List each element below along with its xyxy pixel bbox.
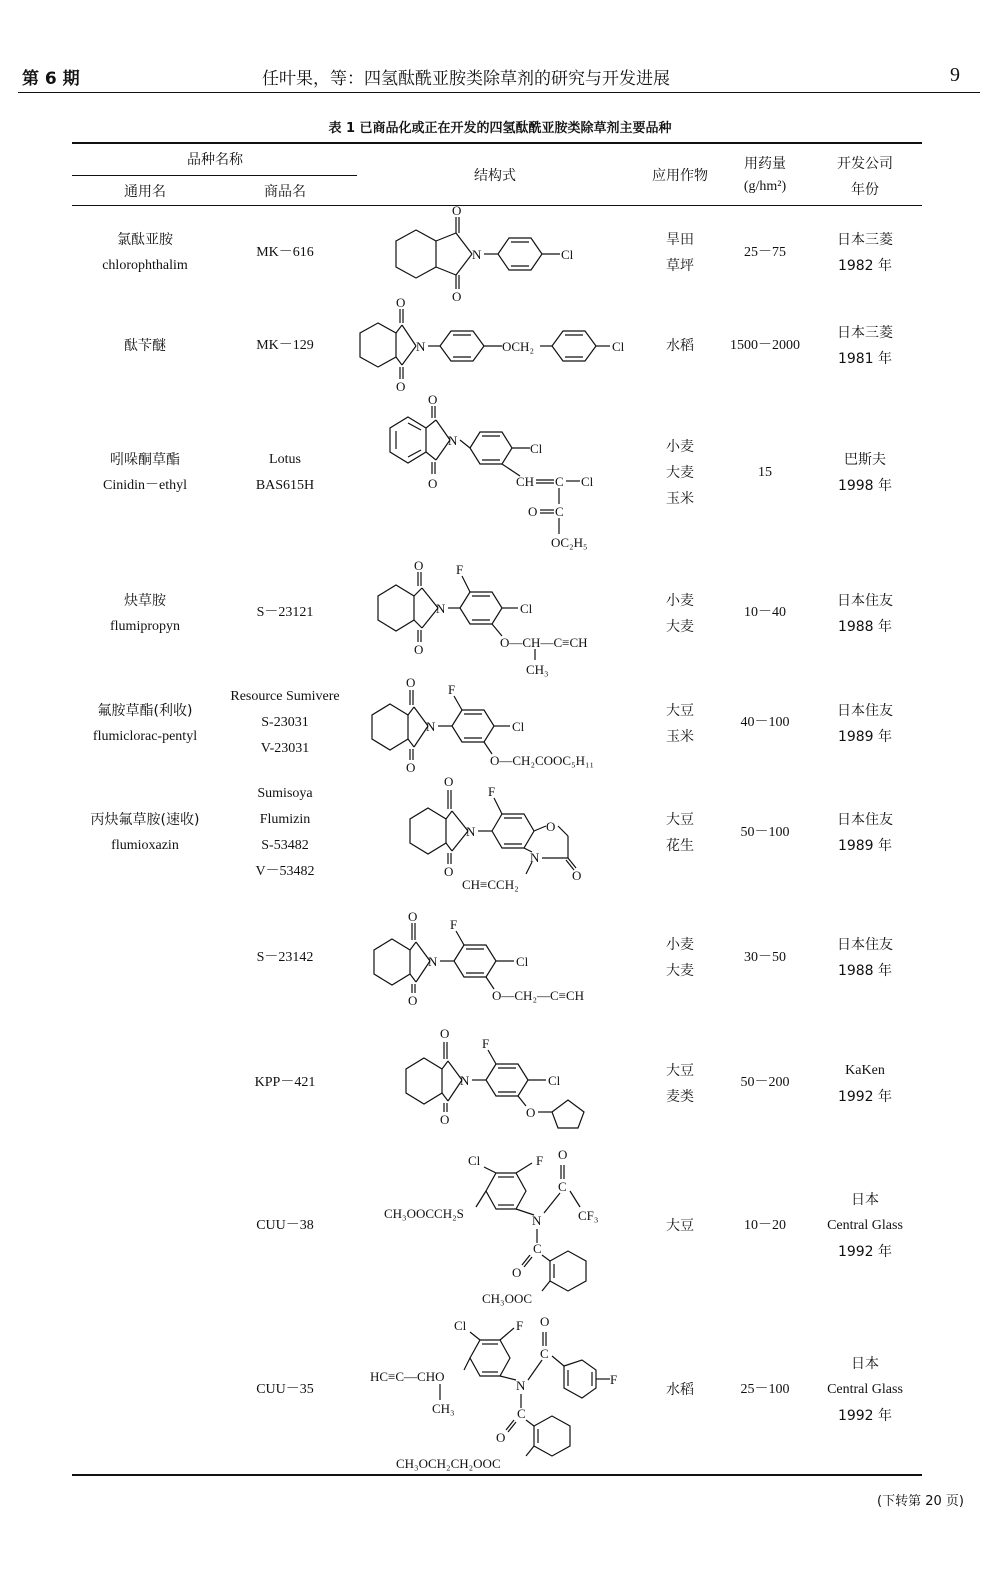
- atom-n: N: [436, 601, 446, 616]
- atom-o: O: [452, 289, 462, 304]
- table-row: [80, 333, 210, 359]
- atom-cl: Cl: [612, 339, 625, 354]
- dosage: 40－100: [740, 715, 790, 730]
- common-name-zh: 丙炔氟草胺(速收): [90, 812, 200, 828]
- atom-o: O: [444, 774, 454, 789]
- running-title: 任叶果，等：四氢酞酰亚胺类除草剂的研究与开发进展: [262, 69, 670, 89]
- year: 1981 年: [837, 351, 893, 367]
- dosage: 30－50: [744, 950, 786, 965]
- company: 日本住友: [837, 937, 893, 953]
- structure-flumioxazin: [356, 768, 634, 898]
- group-ch3: CH₃: [432, 1401, 455, 1416]
- crops: [640, 1058, 720, 1110]
- atom-n: N: [428, 954, 438, 969]
- trade-names: [222, 781, 348, 885]
- atom-o: O: [408, 993, 418, 1008]
- crop: 草坪: [666, 258, 694, 274]
- year: 1992 年: [837, 1408, 893, 1424]
- structure-flumipropyn: [356, 550, 634, 680]
- crop: 大豆: [666, 1218, 694, 1234]
- crop: 小麦: [666, 439, 694, 455]
- crop: 大豆: [666, 1063, 694, 1079]
- year: 1998 年: [837, 478, 893, 494]
- company-year: [808, 1187, 922, 1265]
- trade-name: MK－616: [256, 245, 314, 260]
- year: 1988 年: [837, 619, 893, 635]
- atom-o: O: [396, 379, 406, 394]
- trade-name: S-53482: [261, 838, 309, 853]
- company-year: [820, 807, 910, 859]
- atom-o: O: [444, 864, 454, 879]
- common-name-en: flumiclorac-pentyl: [92, 729, 198, 744]
- crop: 水稻: [666, 1382, 694, 1398]
- crops: [640, 227, 720, 279]
- company: 日本住友: [837, 593, 893, 609]
- atom-f: F: [448, 682, 456, 697]
- atom-o: O: [396, 295, 406, 310]
- crop: 玉米: [666, 491, 694, 507]
- group-ester: O—CH₂COOC₅H₁₁: [490, 753, 595, 768]
- group-methyl-ester: CH₃OOC: [482, 1291, 533, 1306]
- structure-cuu38: [356, 1145, 634, 1310]
- atom-n: N: [460, 1073, 470, 1088]
- atom-o: O: [558, 1147, 568, 1162]
- th-variety-name: 品种名称: [187, 152, 243, 168]
- company: 日本住友: [837, 812, 893, 828]
- atom-f: F: [488, 784, 496, 799]
- crops: [640, 698, 720, 750]
- company: 日本: [851, 1356, 879, 1372]
- trade-name: KPP－421: [254, 1075, 316, 1090]
- year: 1988 年: [837, 963, 893, 979]
- crop: 麦类: [666, 1089, 694, 1105]
- group-propargyl-ether: HC≡C—CHO: [370, 1369, 445, 1384]
- common-name-en: chlorophthalim: [102, 258, 188, 273]
- atom-o: O: [528, 504, 538, 519]
- th-dosage-unit: (g/hm²): [743, 179, 787, 194]
- page-number: 9: [950, 64, 960, 86]
- table-caption: 表 1 已商品化或正在开发的四氢酞酰亚胺类除草剂主要品种: [328, 121, 672, 136]
- trade-name: Sumisoya: [257, 786, 313, 801]
- dosage: 1500－2000: [730, 338, 800, 353]
- trade-names: [214, 684, 356, 762]
- crops: [640, 434, 720, 512]
- atom-f: F: [482, 1036, 490, 1051]
- common-name-en: Cinidin－ethyl: [103, 478, 187, 493]
- group-propargyl: CH≡CCH₂: [462, 877, 519, 892]
- crop: 大豆: [666, 812, 694, 828]
- trade-name: V－53482: [255, 864, 315, 879]
- atom-o: O: [512, 1265, 522, 1280]
- dosage: 50－100: [740, 825, 790, 840]
- company-year: [820, 1058, 910, 1110]
- issue-number: 第 6 期: [22, 69, 80, 89]
- common-name-zh: 吲哚酮草酯: [110, 452, 180, 468]
- atom-cl: Cl: [581, 474, 594, 489]
- company-year: [820, 698, 910, 750]
- company-year: [820, 932, 910, 984]
- crop: 花生: [666, 838, 694, 854]
- atom-c: C: [555, 504, 564, 519]
- dosage: 25－100: [740, 1382, 790, 1397]
- atom-o: O: [540, 1314, 550, 1329]
- common-name-zh: 炔草胺: [124, 593, 166, 609]
- atom-ch: CH: [516, 474, 535, 489]
- atom-o: O: [546, 819, 556, 834]
- atom-c: C: [558, 1179, 567, 1194]
- th-structure: 结构式: [474, 168, 516, 184]
- crop: 玉米: [666, 729, 694, 745]
- trade-names: [222, 447, 348, 499]
- th-company: 开发公司: [837, 156, 893, 172]
- group-propargyl-ether: O—CH₂—C≡CH: [492, 988, 585, 1003]
- company: 日本: [851, 1192, 879, 1208]
- table-row: [78, 807, 212, 859]
- atom-cl: Cl: [548, 1073, 561, 1088]
- atom-cl: Cl: [468, 1153, 481, 1168]
- atom-o: O: [452, 205, 462, 218]
- dosage: 25－75: [744, 245, 786, 260]
- trade-name: S－23142: [256, 950, 314, 965]
- year: 1992 年: [837, 1089, 893, 1105]
- crops: [640, 588, 720, 640]
- atom-n: N: [426, 719, 436, 734]
- atom-n: N: [472, 247, 482, 262]
- atom-cl: Cl: [561, 247, 574, 262]
- trade-name: CUU－38: [256, 1218, 314, 1233]
- th-common-name: 通用名: [124, 184, 166, 200]
- crop: 小麦: [666, 593, 694, 609]
- group-ester: CH₃OCH₂CH₂OOC: [396, 1456, 501, 1471]
- company: 巴斯夫: [844, 452, 886, 468]
- crop: 旱田: [666, 232, 694, 248]
- common-name-en: flumipropyn: [110, 619, 180, 634]
- atom-o: O: [406, 760, 416, 775]
- common-name-zh: 氯酞亚胺: [117, 232, 173, 248]
- atom-n: N: [466, 824, 476, 839]
- structure-kpp421: [356, 1022, 634, 1132]
- atom-f: F: [450, 917, 458, 932]
- table-row: [80, 227, 210, 279]
- atom-o: O: [414, 642, 424, 657]
- crop: 大麦: [666, 465, 694, 481]
- group-och2: OCH₂: [502, 339, 534, 354]
- company-year: [820, 227, 910, 279]
- structure-s23142: [356, 905, 634, 1015]
- dosage: 10－20: [744, 1218, 786, 1233]
- atom-o: O: [572, 868, 582, 883]
- atom-cl: Cl: [454, 1318, 467, 1333]
- table-row: [80, 447, 210, 499]
- atom-n: N: [530, 850, 540, 865]
- atom-f: F: [536, 1153, 544, 1168]
- crop: 水稻: [666, 338, 694, 354]
- company: 日本住友: [837, 703, 893, 719]
- group-propargyl-ether: O—CH—C≡CH: [500, 635, 588, 650]
- table-row: [80, 588, 210, 640]
- atom-o: O: [526, 1105, 536, 1120]
- company-year: [820, 320, 910, 372]
- structure-mk129: [356, 295, 634, 395]
- atom-f: F: [610, 1372, 618, 1387]
- trade-name: BAS615H: [255, 478, 315, 493]
- table-row: [80, 698, 210, 750]
- company: 日本三菱: [837, 232, 893, 248]
- th-year: 年份: [851, 182, 879, 198]
- atom-o: O: [496, 1430, 506, 1445]
- atom-c: C: [517, 1406, 526, 1421]
- crop: 大麦: [666, 619, 694, 635]
- atom-n: N: [516, 1378, 526, 1393]
- crops: [640, 807, 720, 859]
- trade-name: Flumizin: [259, 812, 311, 827]
- atom-o: O: [428, 476, 438, 491]
- common-name-en: flumioxazin: [111, 838, 179, 853]
- company: 日本三菱: [837, 325, 893, 341]
- atom-cl: Cl: [512, 719, 525, 734]
- trade-name: S-23031: [261, 715, 309, 730]
- th-dosage: 用药量: [744, 156, 786, 172]
- atom-o: O: [414, 558, 424, 573]
- common-name-zh: 酞苄醚: [124, 338, 166, 354]
- atom-o: O: [408, 909, 418, 924]
- trade-name: Resource Sumivere: [230, 689, 340, 704]
- atom-o: O: [406, 675, 416, 690]
- atom-f: F: [516, 1318, 524, 1333]
- dosage: 10－40: [744, 605, 786, 620]
- th-crops: 应用作物: [652, 168, 708, 184]
- company-name: Central Glass: [827, 1218, 903, 1233]
- year: 1989 年: [837, 838, 893, 854]
- atom-f: F: [456, 562, 464, 577]
- atom-n: N: [532, 1213, 542, 1228]
- atom-n: N: [416, 339, 426, 354]
- company-name: Central Glass: [827, 1382, 903, 1397]
- atom-c: C: [533, 1241, 542, 1256]
- group-oc2h5: OC₂H₅: [551, 535, 588, 550]
- crop: 小麦: [666, 937, 694, 953]
- dosage: 50－200: [740, 1075, 790, 1090]
- table-bottom-rule: [72, 1474, 922, 1476]
- group-thioester: CH₃OOCCH₂S: [384, 1206, 464, 1221]
- atom-cl: Cl: [516, 954, 529, 969]
- header-rule: [18, 92, 980, 93]
- trade-name: MK－129: [256, 338, 314, 353]
- structure-flumiclorac-pentyl: [356, 670, 634, 780]
- group-ch3: CH₃: [526, 662, 549, 677]
- trade-name: CUU－35: [256, 1382, 314, 1397]
- structure-cuu35: [356, 1310, 634, 1474]
- continued-note: (下转第 20 页): [877, 1494, 964, 1509]
- crop: 大麦: [666, 963, 694, 979]
- company: KaKen: [845, 1063, 885, 1078]
- group-cf3: CF₃: [578, 1208, 599, 1223]
- atom-o: O: [428, 392, 438, 407]
- th-trade-name: 商品名: [264, 184, 306, 200]
- trade-name: S－23121: [256, 605, 314, 620]
- dosage: 15: [758, 465, 772, 480]
- structure-chlorophthalim: [356, 205, 634, 305]
- atom-o: O: [440, 1026, 450, 1041]
- year: 1982 年: [837, 258, 893, 274]
- atom-c: C: [540, 1346, 549, 1361]
- year: 1989 年: [837, 729, 893, 745]
- atom-cl: Cl: [530, 441, 543, 456]
- table-top-rule: [72, 142, 922, 144]
- atom-n: N: [448, 433, 458, 448]
- company-year: [820, 588, 910, 640]
- atom-c: C: [555, 474, 564, 489]
- trade-name: V-23031: [260, 741, 310, 756]
- year: 1992 年: [837, 1244, 893, 1260]
- company-year: [820, 447, 910, 499]
- crops: [640, 932, 720, 984]
- common-name-zh: 氟胺草酯(利收): [97, 703, 193, 719]
- variety-subrule: [72, 175, 357, 176]
- trade-name: Lotus: [269, 452, 301, 467]
- structure-cinidin-ethyl: [356, 392, 634, 552]
- atom-cl: Cl: [520, 601, 533, 616]
- crop: 大豆: [666, 703, 694, 719]
- atom-o: O: [440, 1112, 450, 1127]
- company-year: [808, 1351, 922, 1429]
